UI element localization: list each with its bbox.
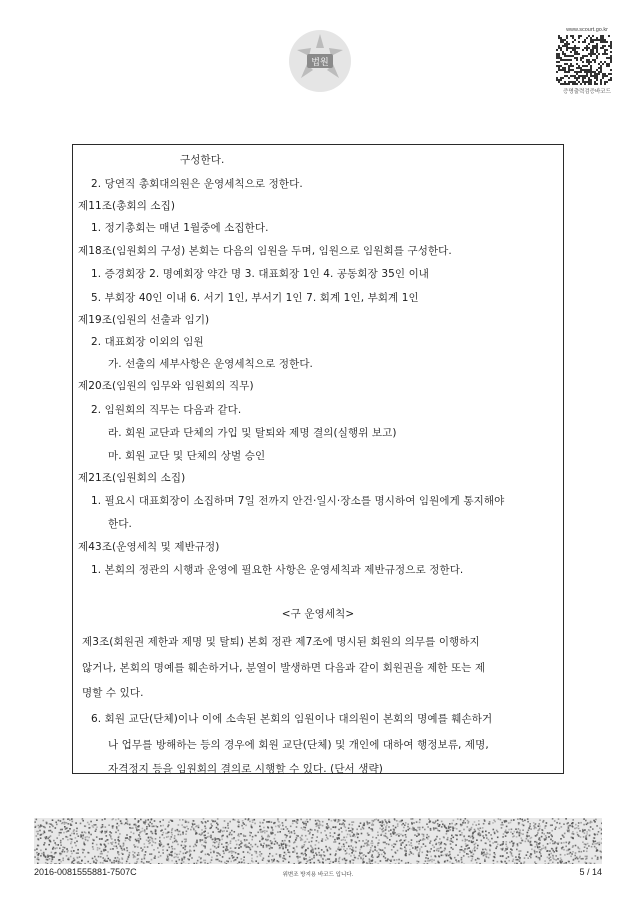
doc-line: 제11조(총회의 소집) [78,200,176,212]
doc-line: 1. 본회의 정관의 시행과 운영에 필요한 사항은 운영세칙과 제반규정으로 정한다. [91,564,464,576]
doc-line: 라. 회원 교단과 단체의 가입 및 탈퇴와 제명 결의(실행위 보고) [108,427,397,439]
footer-note: 위변조 방지용 바코드 입니다. [282,872,354,878]
doc-line: 제43조(운영세칙 및 제반규정) [78,541,220,553]
doc-line: 구성한다. [180,154,225,166]
doc-line: 제21조(임원회의 소집) [78,472,186,484]
doc-line: 한다. [108,518,132,530]
doc-line: 않거나, 본회의 명예를 훼손하거나, 분열이 발생하면 다음과 같이 회원권을 제한 또는 제 [82,662,486,674]
section-heading: <구 운영세칙> [281,608,355,620]
doc-line: 제20조(임원의 임무와 임원회의 직무) [78,380,254,392]
doc-line: 제19조(임원의 선출과 임기) [78,314,210,326]
doc-line: 가. 선출의 세부사항은 운영세칙으로 정한다. [108,358,313,370]
doc-line: 제3조(회원권 제한과 제명 및 탈퇴) 본회 정관 제7조에 명시된 회원의 의무를 이행하지 [82,636,480,648]
doc-line: 자격정지 등을 임원회의 결의로 시행할 수 있다. (단서 생략) [108,763,383,775]
doc-line: 제18조(임원회의 구성) 본회는 다음의 임원을 두며, 임원으로 임원회를 구성한다. [78,245,452,257]
doc-line: 2. 대표회장 이외의 임원 [91,336,204,348]
doc-line: 2. 당연직 총회대의원은 운영세칙으로 정한다. [91,178,303,190]
qr-code-icon[interactable] [556,35,612,85]
doc-line: 1. 정기총회는 매년 1월중에 소집한다. [91,222,269,234]
anti-forgery-barcode-pattern [34,818,602,864]
doc-line: 6. 회원 교단(단체)이나 이에 소속된 본회의 임원이나 대의원이 본회의 명예를 훼손하거 [91,713,493,725]
doc-line: 1. 증경회장 2. 명예회장 약간 명 3. 대표회장 1인 4. 공동회장 35인 이내 [91,268,430,280]
court-seal-logo [287,28,353,94]
doc-line: 명할 수 있다. [82,687,144,699]
doc-line: 1. 필요시 대표회장이 소집하며 7일 전까지 안건·일시·장소를 명시하여 임원에게 통지해야 [91,495,505,507]
seal-text: 법원 [311,58,329,68]
doc-line: 나 업무를 방해하는 등의 경우에 회원 교단(단체) 및 개인에 대하여 행정보류, 제명, [108,739,489,751]
qr-caption: 증명출력검증바코드 [563,89,611,95]
document-id: 2016-0081555881-7507C [34,867,137,877]
doc-line: 5. 부회장 40인 이내 6. 서기 1인, 부서기 1인 7. 회계 1인, 부회계 1인 [91,292,419,304]
page-number: 5 / 14 [579,867,602,877]
doc-line: 2. 임원회의 직무는 다음과 같다. [91,404,242,416]
doc-line: 마. 회원 교단 및 단체의 상벌 승인 [108,450,266,462]
site-url: www.scourt.go.kr [566,27,608,33]
